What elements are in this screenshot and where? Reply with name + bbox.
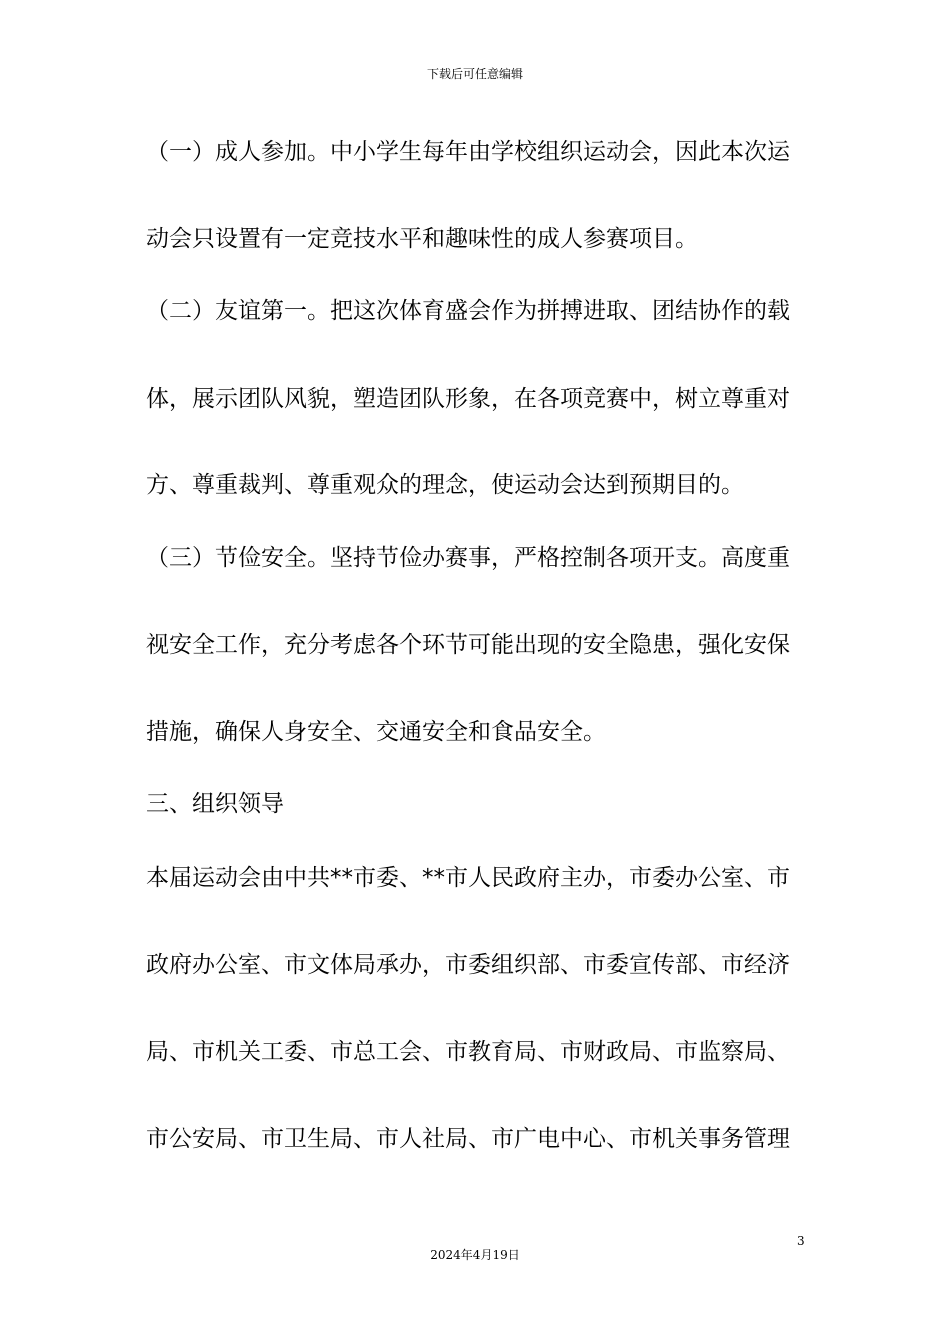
body-line: 视安全工作，充分考虑各个环节可能出现的安全隐患，强化安保 [146, 632, 790, 658]
body-line: 局、市机关工委、市总工会、市教育局、市财政局、市监察局、 [146, 1039, 790, 1065]
page-header: 下载后可任意编辑 [426, 67, 523, 81]
body-line: （二）友谊第一。把这次体育盛会作为拼搏进取、团结协作的载 [146, 298, 790, 324]
body-line: 动会只设置有一定竞技水平和趣味性的成人参赛项目。 [146, 226, 698, 252]
body-line: （一）成人参加。中小学生每年由学校组织运动会，因此本次运 [146, 139, 790, 165]
body-line: 市公安局、市卫生局、市人社局、市广电中心、市机关事务管理 [146, 1126, 790, 1152]
body-line: 措施，确保人身安全、交通安全和食品安全。 [146, 719, 606, 745]
body-line: 本届运动会由中共**市委、**市人民政府主办，市委办公室、市 [146, 865, 790, 891]
body-line: 方、尊重裁判、尊重观众的理念，使运动会达到预期目的。 [146, 472, 744, 498]
body-line: 体，展示团队风貌，塑造团队形象，在各项竞赛中，树立尊重对 [146, 386, 790, 412]
body-line: （三）节俭安全。坚持节俭办赛事，严格控制各项开支。高度重 [146, 545, 790, 571]
section-heading: 三、组织领导 [146, 791, 284, 817]
page-footer-date: 2024年4月19日 [430, 1248, 520, 1262]
page-number: 3 [797, 1234, 805, 1248]
body-line: 政府办公室、市文体局承办，市委组织部、市委宣传部、市经济 [146, 952, 790, 978]
